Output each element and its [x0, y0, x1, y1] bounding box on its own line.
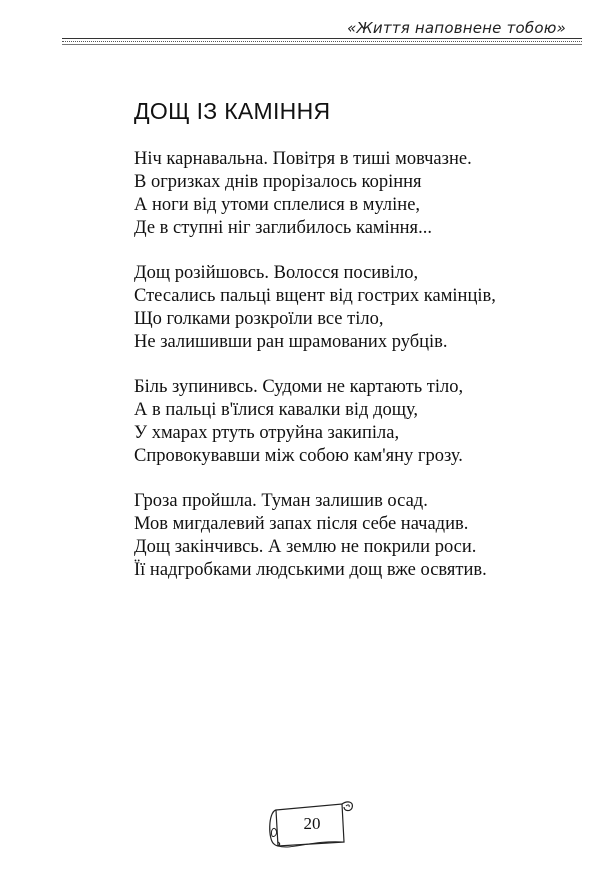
poem-title: ДОЩ ІЗ КАМІННЯ	[134, 98, 331, 124]
poem-line: Стесались пальці вщент від гострих камінців,	[134, 286, 496, 306]
stanza-1	[134, 148, 574, 240]
poem-line: Мов мигдалевий запах після себе начадив.	[134, 514, 469, 534]
poem-line: Її надгробками людськими дощ вже освятив.	[134, 560, 487, 580]
poem-line: Дощ розійшовсь. Волосся посивіло,	[134, 263, 419, 283]
page-number: 20	[303, 814, 321, 833]
poem-line: У хмарах ртуть отруйна закипіла,	[134, 423, 400, 443]
poem-line: Дощ закінчивсь. А землю не покрили роси.	[134, 537, 477, 557]
stanza-3	[134, 376, 574, 468]
header-rule-lower	[62, 44, 582, 45]
poem-line: Гроза пройшла. Туман залишив осад.	[134, 491, 428, 511]
poem-line: Не залишивши ран шрамованих рубців.	[134, 332, 448, 352]
poem-line: Що голками розкроїли все тіло,	[134, 309, 384, 329]
page-number-scroll	[262, 796, 358, 852]
poem-line: В огризках днів прорізалось коріння	[134, 172, 422, 192]
header-rule-dotted	[62, 41, 582, 42]
poem-line: Біль зупинивсь. Судоми не картають тіло,	[134, 377, 464, 397]
poem-line: Де в ступні ніг заглибилось каміння...	[134, 218, 432, 238]
header-rule	[62, 38, 582, 39]
poem-line: Спровокувавши між собою кам'яну грозу.	[134, 446, 463, 466]
poem-line: А в пальці в'їлися кавалки від дощу,	[134, 400, 419, 420]
poem-line: А ноги від утоми сплелися в муліне,	[134, 195, 421, 215]
stanza-2	[134, 262, 574, 354]
poem-line: Ніч карнавальна. Повітря в тиші мовчазне.	[134, 149, 472, 169]
running-title: «Життя наповнене тобою»	[347, 19, 566, 37]
poem-body	[134, 148, 574, 604]
stanza-4	[134, 490, 574, 582]
